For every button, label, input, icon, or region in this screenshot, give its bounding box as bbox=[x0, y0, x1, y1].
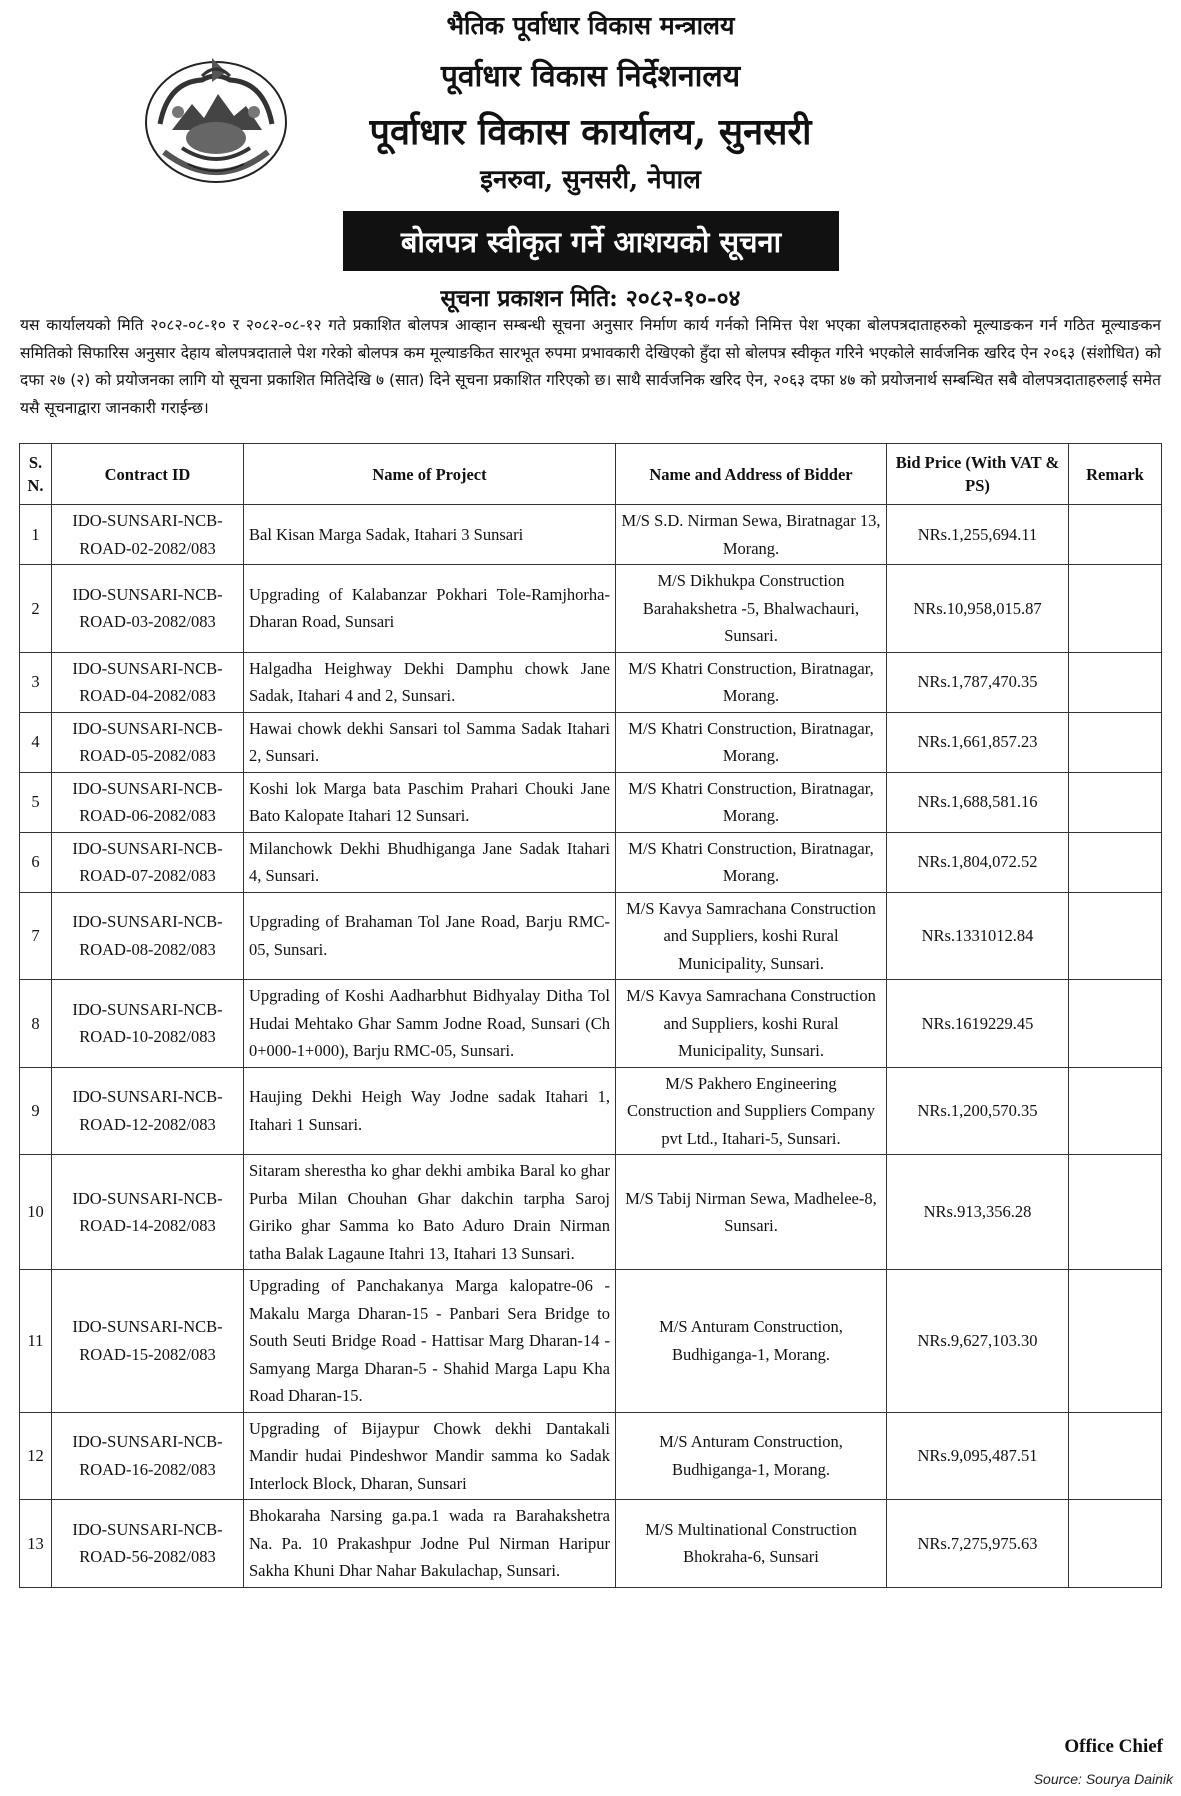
cell-bidder: M/S Khatri Construction, Biratnagar, Morang. bbox=[616, 712, 887, 772]
signature-label: Office Chief bbox=[1064, 1736, 1163, 1757]
table-row bbox=[20, 1067, 1162, 1155]
cell-bidder: M/S Khatri Construction, Biratnagar, Morang. bbox=[616, 652, 887, 712]
cell-contract-id: IDO-SUNSARI-NCB-ROAD-04-2082/083 bbox=[52, 652, 244, 712]
cell-bid-price: NRs.9,095,487.51 bbox=[887, 1412, 1069, 1500]
table-row bbox=[20, 1500, 1162, 1588]
cell-sn: 11 bbox=[20, 1270, 52, 1413]
table-row bbox=[20, 1155, 1162, 1270]
cell-bidder: M/S Khatri Construction, Biratnagar, Morang. bbox=[616, 832, 887, 892]
cell-project: Milanchowk Dekhi Bhudhiganga Jane Sadak Itahari 4, Sunsari. bbox=[244, 832, 616, 892]
intro-paragraph: यस कार्यालयको मिति २०८२-०८-१० र २०८२-०८-१२ गते प्रकाशित बोलपत्र आव्हान सम्बन्धी सूचना अनुसार निर्माण कार्य गर्नको निमित्त पेश भएका बोलपत्रदाताहरुको मूल्याङकन गर्न गठित मूल्याङकन समितिको सिफारिस अनुसार देहाय बोलपत्रदाताले पेश गरेको बोलपत्र कम मूल्याङकित सारभूत रुपमा प्रभावकारी देखिएको हुँदा सो बोलपत्र स्वीकृत गरिने भएकोले सार्वजनिक खरिद ऐन २०६३ (संशोधित) को दफा २७ (२) को प्रयोजनका लागि यो सूचना प्रकाशित मितिदेखि ७ (सात) दिने सूचना प्रकाशित गरिएको छ। साथै सार्वजनिक खरिद ऐन, २०६३ दफा ४७ को प्रयोजनार्थ सम्बन्धित सबै वोलपत्रदाताहरुलाई समेत यसै सूचनाद्वारा जानकारी गराईन्छ। bbox=[20, 316, 1161, 417]
cell-bidder: M/S Kavya Samrachana Construction and Suppliers, koshi Rural Municipality, Sunsari. bbox=[616, 980, 887, 1068]
cell-bidder: M/S Dikhukpa Construction Barahakshetra -5, Bhalwachauri, Sunsari. bbox=[616, 565, 887, 653]
cell-project: Haujing Dekhi Heigh Way Jodne sadak Itahari 1, Itahari 1 Sunsari. bbox=[244, 1067, 616, 1155]
cell-project: Upgrading of Bijaypur Chowk dekhi Dantakali Mandir hudai Pindeshwor Mandir samma ko Sadak Interlock Block, Dharan, Sunsari bbox=[244, 1412, 616, 1500]
cell-project: Bhokaraha Narsing ga.pa.1 wada ra Barahakshetra Na. Pa. 10 Prakashpur Jodne Pul Nirman Haripur Sakha Khuni Dhar Nahar Bakulachap, Sunsari. bbox=[244, 1500, 616, 1588]
cell-bidder: M/S S.D. Nirman Sewa, Biratnagar 13, Morang. bbox=[616, 505, 887, 565]
header-project: Name of Project bbox=[244, 444, 616, 505]
cell-project: Halgadha Heighway Dekhi Damphu chowk Jane Sadak, Itahari 4 and 2, Sunsari. bbox=[244, 652, 616, 712]
cell-bid-price: NRs.1619229.45 bbox=[887, 980, 1069, 1068]
cell-remark bbox=[1069, 1500, 1162, 1588]
cell-remark bbox=[1069, 832, 1162, 892]
publication-date: सूचना प्रकाशन मिति: २०८२-१०-०४ bbox=[440, 285, 741, 312]
cell-contract-id: IDO-SUNSARI-NCB-ROAD-02-2082/083 bbox=[52, 505, 244, 565]
cell-project: Hawai chowk dekhi Sansari tol Samma Sadak Itahari 2, Sunsari. bbox=[244, 712, 616, 772]
cell-sn: 6 bbox=[20, 832, 52, 892]
cell-sn: 9 bbox=[20, 1067, 52, 1155]
header-bidder: Name and Address of Bidder bbox=[616, 444, 887, 505]
header-contract-id: Contract ID bbox=[52, 444, 244, 505]
cell-project: Bal Kisan Marga Sadak, Itahari 3 Sunsari bbox=[244, 505, 616, 565]
cell-bid-price: NRs.1,255,694.11 bbox=[887, 505, 1069, 565]
cell-remark bbox=[1069, 1270, 1162, 1413]
cell-bid-price: NRs.913,356.28 bbox=[887, 1155, 1069, 1270]
cell-sn: 4 bbox=[20, 712, 52, 772]
cell-project: Upgrading of Kalabanzar Pokhari Tole-Ramjhorha-Dharan Road, Sunsari bbox=[244, 565, 616, 653]
bid-table bbox=[19, 443, 1162, 1588]
table-row bbox=[20, 980, 1162, 1068]
cell-contract-id: IDO-SUNSARI-NCB-ROAD-05-2082/083 bbox=[52, 712, 244, 772]
cell-remark bbox=[1069, 772, 1162, 832]
cell-sn: 12 bbox=[20, 1412, 52, 1500]
table-row bbox=[20, 892, 1162, 980]
cell-project: Sitaram sherestha ko ghar dekhi ambika Baral ko ghar Purba Milan Chouhan Ghar dakchin tarpha Saroj Giriko ghar Samma ko Bato Aduro Drain Nirman tatha Balak Lagaune Itahri 13, Itahari 13 Sunsari. bbox=[244, 1155, 616, 1270]
cell-bid-price: NRs.10,958,015.87 bbox=[887, 565, 1069, 653]
cell-bidder: M/S Anturam Construction, Budhiganga-1, Morang. bbox=[616, 1412, 887, 1500]
cell-contract-id: IDO-SUNSARI-NCB-ROAD-07-2082/083 bbox=[52, 832, 244, 892]
cell-remark bbox=[1069, 505, 1162, 565]
cell-bid-price: NRs.1,200,570.35 bbox=[887, 1067, 1069, 1155]
table-row bbox=[20, 505, 1162, 565]
cell-contract-id: IDO-SUNSARI-NCB-ROAD-08-2082/083 bbox=[52, 892, 244, 980]
cell-bidder: M/S Tabij Nirman Sewa, Madhelee-8, Sunsari. bbox=[616, 1155, 887, 1270]
source-credit: Source: Sourya Dainik bbox=[1033, 1771, 1173, 1787]
table-row bbox=[20, 772, 1162, 832]
table-row bbox=[20, 832, 1162, 892]
cell-bidder: M/S Kavya Samrachana Construction and Suppliers, koshi Rural Municipality, Sunsari. bbox=[616, 892, 887, 980]
cell-contract-id: IDO-SUNSARI-NCB-ROAD-10-2082/083 bbox=[52, 980, 244, 1068]
cell-contract-id: IDO-SUNSARI-NCB-ROAD-16-2082/083 bbox=[52, 1412, 244, 1500]
table-row bbox=[20, 712, 1162, 772]
cell-bid-price: NRs.1,661,857.23 bbox=[887, 712, 1069, 772]
cell-bidder: M/S Multinational Construction Bhokraha-6, Sunsari bbox=[616, 1500, 887, 1588]
office-name: पूर्वाधार विकास कार्यालय, सुनसरी bbox=[369, 111, 812, 153]
ministry-name: भैतिक पूर्वाधार विकास मन्त्रालय bbox=[446, 11, 735, 40]
cell-sn: 3 bbox=[20, 652, 52, 712]
table-row bbox=[20, 1270, 1162, 1413]
cell-remark bbox=[1069, 712, 1162, 772]
cell-project: Upgrading of Koshi Aadharbhut Bidhyalay Ditha Tol Hudai Mehtako Ghar Samm Jodne Road, Sunsari (Ch 0+000-1+000), Barju RMC-05, Sunsari. bbox=[244, 980, 616, 1068]
cell-remark bbox=[1069, 652, 1162, 712]
notice-title: बोलपत्र स्वीकृत गर्ने आशयको सूचना bbox=[343, 211, 839, 271]
cell-bid-price: NRs.1,688,581.16 bbox=[887, 772, 1069, 832]
cell-sn: 1 bbox=[20, 505, 52, 565]
cell-contract-id: IDO-SUNSARI-NCB-ROAD-12-2082/083 bbox=[52, 1067, 244, 1155]
header-sn: S. N. bbox=[20, 444, 52, 505]
cell-contract-id: IDO-SUNSARI-NCB-ROAD-06-2082/083 bbox=[52, 772, 244, 832]
table-body bbox=[20, 505, 1162, 1588]
cell-bidder: M/S Anturam Construction, Budhiganga-1, Morang. bbox=[616, 1270, 887, 1413]
cell-remark bbox=[1069, 1155, 1162, 1270]
cell-contract-id: IDO-SUNSARI-NCB-ROAD-14-2082/083 bbox=[52, 1155, 244, 1270]
cell-bid-price: NRs.7,275,975.63 bbox=[887, 1500, 1069, 1588]
cell-remark bbox=[1069, 1067, 1162, 1155]
cell-sn: 2 bbox=[20, 565, 52, 653]
cell-project: Upgrading of Brahaman Tol Jane Road, Barju RMC-05, Sunsari. bbox=[244, 892, 616, 980]
cell-contract-id: IDO-SUNSARI-NCB-ROAD-15-2082/083 bbox=[52, 1270, 244, 1413]
cell-contract-id: IDO-SUNSARI-NCB-ROAD-56-2082/083 bbox=[52, 1500, 244, 1588]
cell-project: Upgrading of Panchakanya Marga kalopatre-06 - Makalu Marga Dharan-15 - Panbari Sera Bridge to South Seuti Bridge Road - Hattisar Marg Dharan-14 - Samyang Marga Dharan-5 - Shahid Marga Lapu Kha Road Dharan-15. bbox=[244, 1270, 616, 1413]
cell-project: Koshi lok Marga bata Paschim Prahari Chouki Jane Bato Kalopate Itahari 12 Sunsari. bbox=[244, 772, 616, 832]
header-remark: Remark bbox=[1069, 444, 1162, 505]
cell-contract-id: IDO-SUNSARI-NCB-ROAD-03-2082/083 bbox=[52, 565, 244, 653]
cell-bid-price: NRs.9,627,103.30 bbox=[887, 1270, 1069, 1413]
cell-sn: 8 bbox=[20, 980, 52, 1068]
cell-bidder: M/S Khatri Construction, Biratnagar, Morang. bbox=[616, 772, 887, 832]
cell-sn: 10 bbox=[20, 1155, 52, 1270]
cell-remark bbox=[1069, 1412, 1162, 1500]
cell-bid-price: NRs.1331012.84 bbox=[887, 892, 1069, 980]
cell-bid-price: NRs.1,787,470.35 bbox=[887, 652, 1069, 712]
table-header-row bbox=[20, 444, 1162, 505]
office-address: इनरुवा, सुनसरी, नेपाल bbox=[480, 165, 701, 195]
table-row bbox=[20, 652, 1162, 712]
header-bid-price: Bid Price (With VAT & PS) bbox=[887, 444, 1069, 505]
cell-sn: 7 bbox=[20, 892, 52, 980]
cell-sn: 5 bbox=[20, 772, 52, 832]
cell-remark bbox=[1069, 892, 1162, 980]
cell-bid-price: NRs.1,804,072.52 bbox=[887, 832, 1069, 892]
table-row bbox=[20, 1412, 1162, 1500]
cell-sn: 13 bbox=[20, 1500, 52, 1588]
cell-remark bbox=[1069, 980, 1162, 1068]
cell-bidder: M/S Pakhero Engineering Construction and Suppliers Company pvt Ltd., Itahari-5, Sunsari. bbox=[616, 1067, 887, 1155]
directorate-name: पूर्वाधार विकास निर्देशनालय bbox=[440, 59, 741, 94]
table-row bbox=[20, 565, 1162, 653]
cell-remark bbox=[1069, 565, 1162, 653]
